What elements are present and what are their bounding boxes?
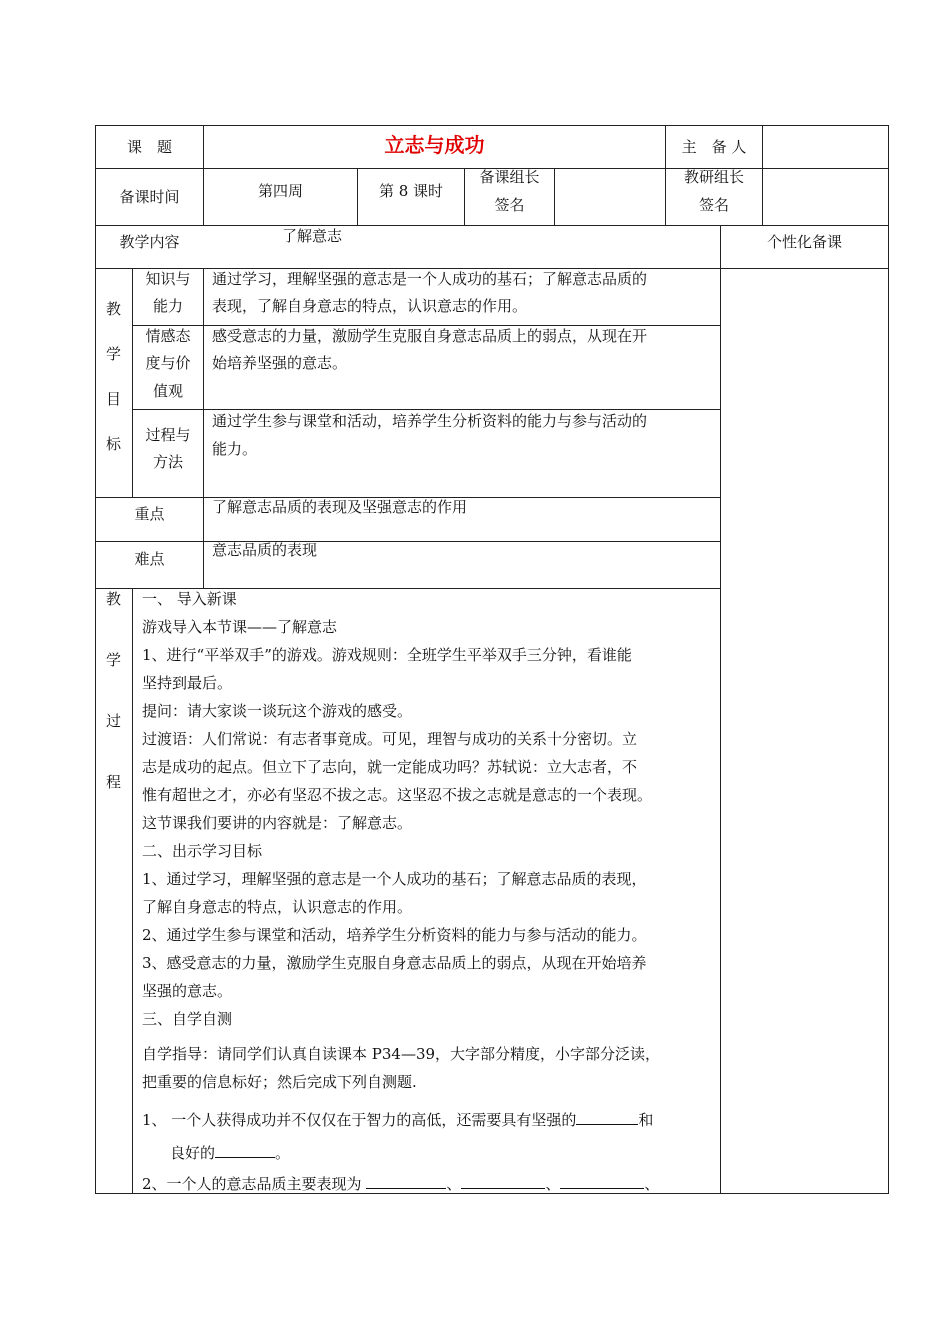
process-char-3: 过 <box>106 712 122 730</box>
body-line: 惟有超世之才，亦必有坚忍不拔之志。这坚忍不拔之志就是意志的一个表现。 <box>142 786 653 804</box>
table-border <box>95 541 721 542</box>
process-char-2: 学 <box>106 651 122 669</box>
table-border <box>554 168 555 225</box>
guide-line: 把重要的信息标好；然后完成下列自测题. <box>142 1073 417 1091</box>
objectives-char-4: 标 <box>106 435 122 453</box>
table-border <box>132 325 721 326</box>
objectives-char-3: 目 <box>106 390 122 408</box>
question-2-text: 2、一个人的意志品质主要表现为 <box>142 1175 367 1193</box>
knowledge-label-2: 能力 <box>152 297 183 315</box>
key-point-text: 了解意志品质的表现及坚强意志的作用 <box>212 498 468 516</box>
group-leader-line1: 备课组长 <box>479 168 540 186</box>
body-line: 三、自学自测 <box>142 1010 233 1028</box>
guide-line: 自学指导：请同学们认真自读课本 P34—39，大字部分精度，小字部分泛读， <box>142 1045 661 1063</box>
process-char-4: 程 <box>106 773 122 791</box>
process-body <box>142 585 717 1033</box>
process-char-1: 教 <box>106 590 122 608</box>
objectives-char-1: 教 <box>106 300 122 318</box>
emotion-label-2: 度与价 <box>145 354 191 372</box>
emotion-text-1: 感受意志的力量，激励学生克服自身意志品质上的弱点，从现在开 <box>212 327 648 345</box>
table-border <box>95 1193 889 1194</box>
preparer-label: 主 备 人 <box>681 138 747 156</box>
lesson-number: 第 8 课时 <box>378 182 444 200</box>
content-value: 了解意志 <box>282 227 343 245</box>
question-1-tail: 和 <box>638 1111 654 1129</box>
week-value: 第四周 <box>257 182 303 200</box>
body-line: 3、感受意志的力量，激励学生克服自身意志品质上的弱点，从现在开始培养 <box>142 954 647 972</box>
blank-willpower[interactable] <box>576 1108 638 1125</box>
question-1-line-1 <box>142 1108 653 1129</box>
table-border <box>132 588 133 1194</box>
blank-quality[interactable] <box>215 1141 275 1158</box>
emotion-text-2: 始培养坚强的意志。 <box>212 354 348 372</box>
body-line: 游戏导入本节课——了解意志 <box>142 618 338 636</box>
difficulty-text: 意志品质的表现 <box>212 541 318 559</box>
research-leader-line2: 签名 <box>698 196 729 214</box>
question-1-text: 1、 一个人获得成功并不仅仅在于智力的高低，还需要具有坚强的 <box>142 1111 577 1129</box>
emotion-label-3: 值观 <box>152 382 183 400</box>
body-line: 2、通过学生参与课堂和活动，培养学生分析资料的能力与参与活动的能力。 <box>142 926 647 944</box>
blank-quality-2[interactable] <box>461 1172 545 1189</box>
prep-time-label: 备课时间 <box>119 188 180 206</box>
table-border <box>132 409 721 410</box>
body-line: 1、进行“平举双手”的游戏。游戏规则：全班学生平举双手三分钟，看谁能 <box>142 646 632 664</box>
knowledge-label-1: 知识与 <box>145 270 191 288</box>
personal-prep-label: 个性化备课 <box>766 233 842 251</box>
body-line: 了解自身意志的特点，认识意志的作用。 <box>142 898 413 916</box>
process-text-1: 通过学生参与课堂和活动，培养学生分析资料的能力与参与活动的 <box>212 412 648 430</box>
knowledge-text-1: 通过学习，理解坚强的意志是一个人成功的基石；了解意志品质的 <box>212 270 648 288</box>
self-test-section <box>142 1040 717 1096</box>
group-leader-line2: 签名 <box>494 196 525 214</box>
table-border <box>720 225 721 1194</box>
content-label: 教学内容 <box>119 233 180 251</box>
body-line: 过渡语：人们常说：有志者事竟成。可见，理智与成功的关系十分密切。立 <box>142 730 638 748</box>
table-border <box>95 125 889 126</box>
table-border <box>888 125 889 1194</box>
body-line: 一、 导入新课 <box>142 590 237 608</box>
separator: 、 <box>446 1175 462 1193</box>
blank-quality-1[interactable] <box>366 1172 446 1189</box>
blank-quality-3[interactable] <box>560 1172 644 1189</box>
table-border <box>95 268 889 269</box>
process-text-2: 能力。 <box>212 440 258 458</box>
table-border <box>95 125 96 1194</box>
separator: 、 <box>545 1175 561 1193</box>
separator: 、 <box>644 1175 660 1193</box>
emotion-label-1: 情感态 <box>145 327 191 345</box>
process-label-2: 方法 <box>152 453 183 471</box>
body-line: 坚强的意志。 <box>142 982 233 1000</box>
knowledge-text-2: 表现，了解自身意志的特点，认识意志的作用。 <box>212 297 528 315</box>
table-border <box>95 225 889 226</box>
research-leader-line1: 教研组长 <box>683 168 744 186</box>
key-point-label: 重点 <box>134 505 165 523</box>
question-2-line <box>142 1172 659 1193</box>
lesson-title: 立志与成功 <box>384 133 485 157</box>
table-border <box>203 268 204 588</box>
topic-label: 课 题 <box>126 138 172 156</box>
question-1-end: 。 <box>275 1144 291 1162</box>
body-line: 这节课我们要讲的内容就是：了解意志。 <box>142 814 413 832</box>
question-1-text-2: 良好的 <box>170 1144 216 1162</box>
process-label-1: 过程与 <box>145 426 191 444</box>
body-line: 二、出示学习目标 <box>142 842 263 860</box>
body-line: 坚持到最后。 <box>142 674 233 692</box>
table-border <box>762 125 763 225</box>
difficulty-label: 难点 <box>134 550 165 568</box>
body-line: 提问：请大家谈一谈玩这个游戏的感受。 <box>142 702 413 720</box>
body-line: 志是成功的起点。但立下了志向，就一定能成功吗？苏轼说：立大志者，不 <box>142 758 638 776</box>
objectives-char-2: 学 <box>106 345 122 363</box>
question-1-line-2 <box>170 1141 290 1162</box>
body-line: 1、通过学习，理解坚强的意志是一个人成功的基石；了解意志品质的表现， <box>142 870 647 888</box>
